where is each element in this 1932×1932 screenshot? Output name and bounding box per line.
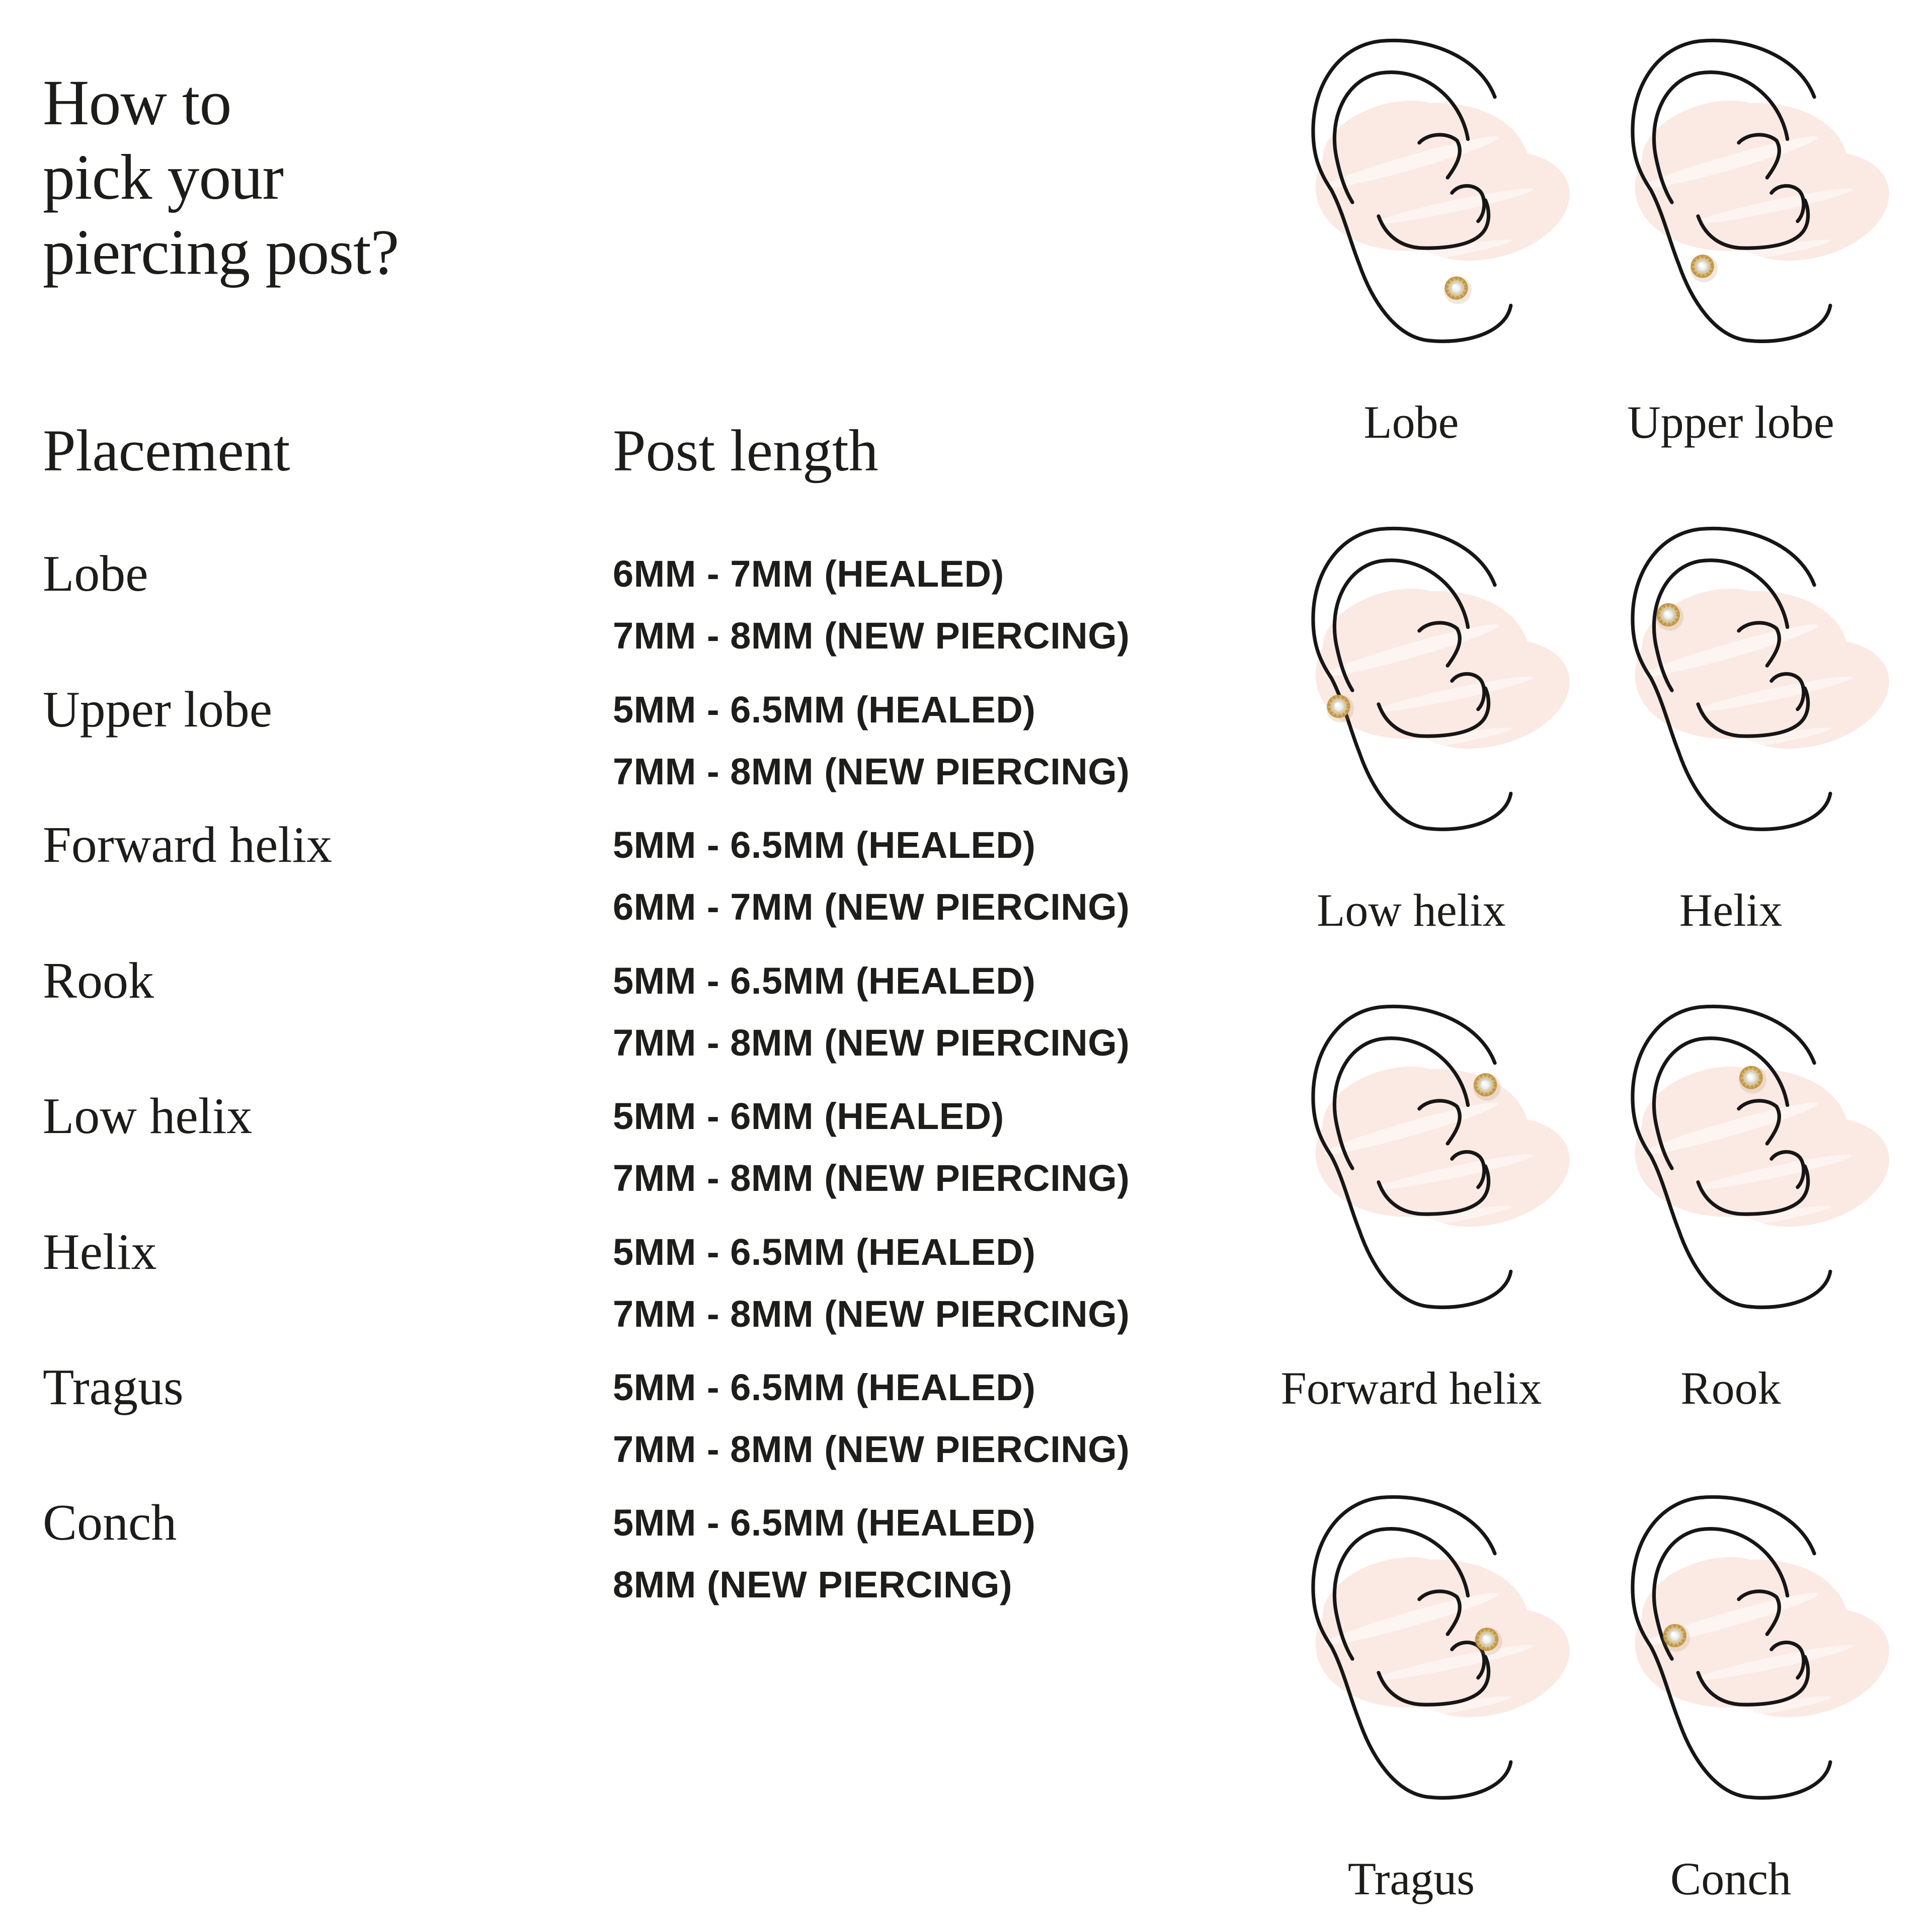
placement-label-lobe: Lobe [43, 545, 148, 602]
ear-card-low-helix [1280, 523, 1542, 996]
ear-label: Upper lobe [1627, 396, 1834, 448]
ear-illustration [1600, 35, 1862, 348]
post-length-values-helix [613, 1221, 1130, 1345]
healed-value: 5MM - 6.5MM (HEALED) [613, 1366, 1036, 1408]
new-piercing-value: 7MM - 8MM (NEW PIERCING) [613, 615, 1130, 657]
new-piercing-value: 8MM (NEW PIERCING) [613, 1564, 1013, 1605]
placement-label-tragus: Tragus [43, 1359, 184, 1416]
ear-card-conch [1600, 1492, 1862, 1932]
ear-card-upper-lobe [1600, 35, 1862, 508]
post-length-values-rook [613, 950, 1130, 1074]
healed-value: 6MM - 7MM (HEALED) [613, 553, 1004, 595]
page-title [43, 65, 399, 289]
piercing-stud-icon [1662, 1624, 1690, 1652]
piercing-stud-icon [1444, 276, 1472, 304]
healed-value: 5MM - 6.5MM (HEALED) [613, 1502, 1036, 1544]
piercing-stud-icon [1690, 255, 1718, 282]
ear-card-tragus [1280, 1492, 1542, 1932]
ear-illustration [1280, 35, 1542, 348]
placement-column-header: Placement [43, 418, 290, 484]
post-length-values-lobe [613, 543, 1130, 667]
ear-illustration [1280, 1001, 1542, 1314]
post-length-values-upper-lobe [613, 679, 1130, 802]
piercing-stud-icon [1473, 1073, 1501, 1101]
placement-label-upper-lobe: Upper lobe [43, 681, 273, 738]
healed-value: 5MM - 6.5MM (HEALED) [613, 960, 1036, 1002]
placement-label-rook: Rook [43, 952, 154, 1009]
ear-card-lobe [1280, 35, 1542, 508]
title-line-2: pick your [43, 141, 283, 213]
healed-value: 5MM - 6.5MM (HEALED) [613, 824, 1036, 866]
healed-value: 5MM - 6.5MM (HEALED) [613, 689, 1036, 731]
title-line-3: piercing post? [43, 216, 399, 288]
ear-label: Low helix [1317, 884, 1506, 936]
ear-illustration [1600, 1492, 1862, 1804]
new-piercing-value: 7MM - 8MM (NEW PIERCING) [613, 751, 1130, 792]
ear-illustration [1280, 523, 1542, 836]
placement-label-forward-helix: Forward helix [43, 817, 333, 873]
post-length-column-header: Post length [613, 418, 878, 484]
new-piercing-value: 7MM - 8MM (NEW PIERCING) [613, 1022, 1130, 1064]
title-line-1: How to [43, 67, 231, 138]
healed-value: 5MM - 6.5MM (HEALED) [613, 1231, 1036, 1273]
placement-label-conch: Conch [43, 1494, 177, 1551]
ear-label: Helix [1679, 884, 1783, 936]
post-length-values-conch [613, 1492, 1035, 1616]
ear-illustration [1600, 1001, 1862, 1314]
ear-label: Rook [1680, 1362, 1781, 1414]
ear-card-helix [1600, 523, 1862, 996]
ear-card-forward-helix [1280, 1001, 1542, 1474]
new-piercing-value: 7MM - 8MM (NEW PIERCING) [613, 1428, 1130, 1470]
placement-label-low-helix: Low helix [43, 1088, 253, 1145]
ear-label: Forward helix [1280, 1362, 1542, 1414]
new-piercing-value: 6MM - 7MM (NEW PIERCING) [613, 886, 1130, 928]
ear-card-rook [1600, 1001, 1862, 1474]
piercing-stud-icon [1475, 1628, 1502, 1655]
placement-label-helix: Helix [43, 1224, 157, 1280]
post-length-values-tragus [613, 1356, 1130, 1480]
piercing-stud-icon [1326, 695, 1354, 722]
piercing-stud-icon [1656, 603, 1683, 631]
new-piercing-value: 7MM - 8MM (NEW PIERCING) [613, 1157, 1130, 1199]
post-length-values-low-helix [613, 1085, 1130, 1209]
piercing-stud-icon [1739, 1066, 1766, 1094]
ear-illustration [1280, 1492, 1542, 1804]
ear-label: Lobe [1363, 396, 1459, 448]
ear-label: Conch [1670, 1853, 1792, 1904]
post-length-values-forward-helix [613, 814, 1130, 938]
ear-label: Tragus [1347, 1853, 1475, 1904]
healed-value: 5MM - 6MM (HEALED) [613, 1095, 1004, 1137]
new-piercing-value: 7MM - 8MM (NEW PIERCING) [613, 1293, 1130, 1335]
ear-illustration [1600, 523, 1862, 836]
